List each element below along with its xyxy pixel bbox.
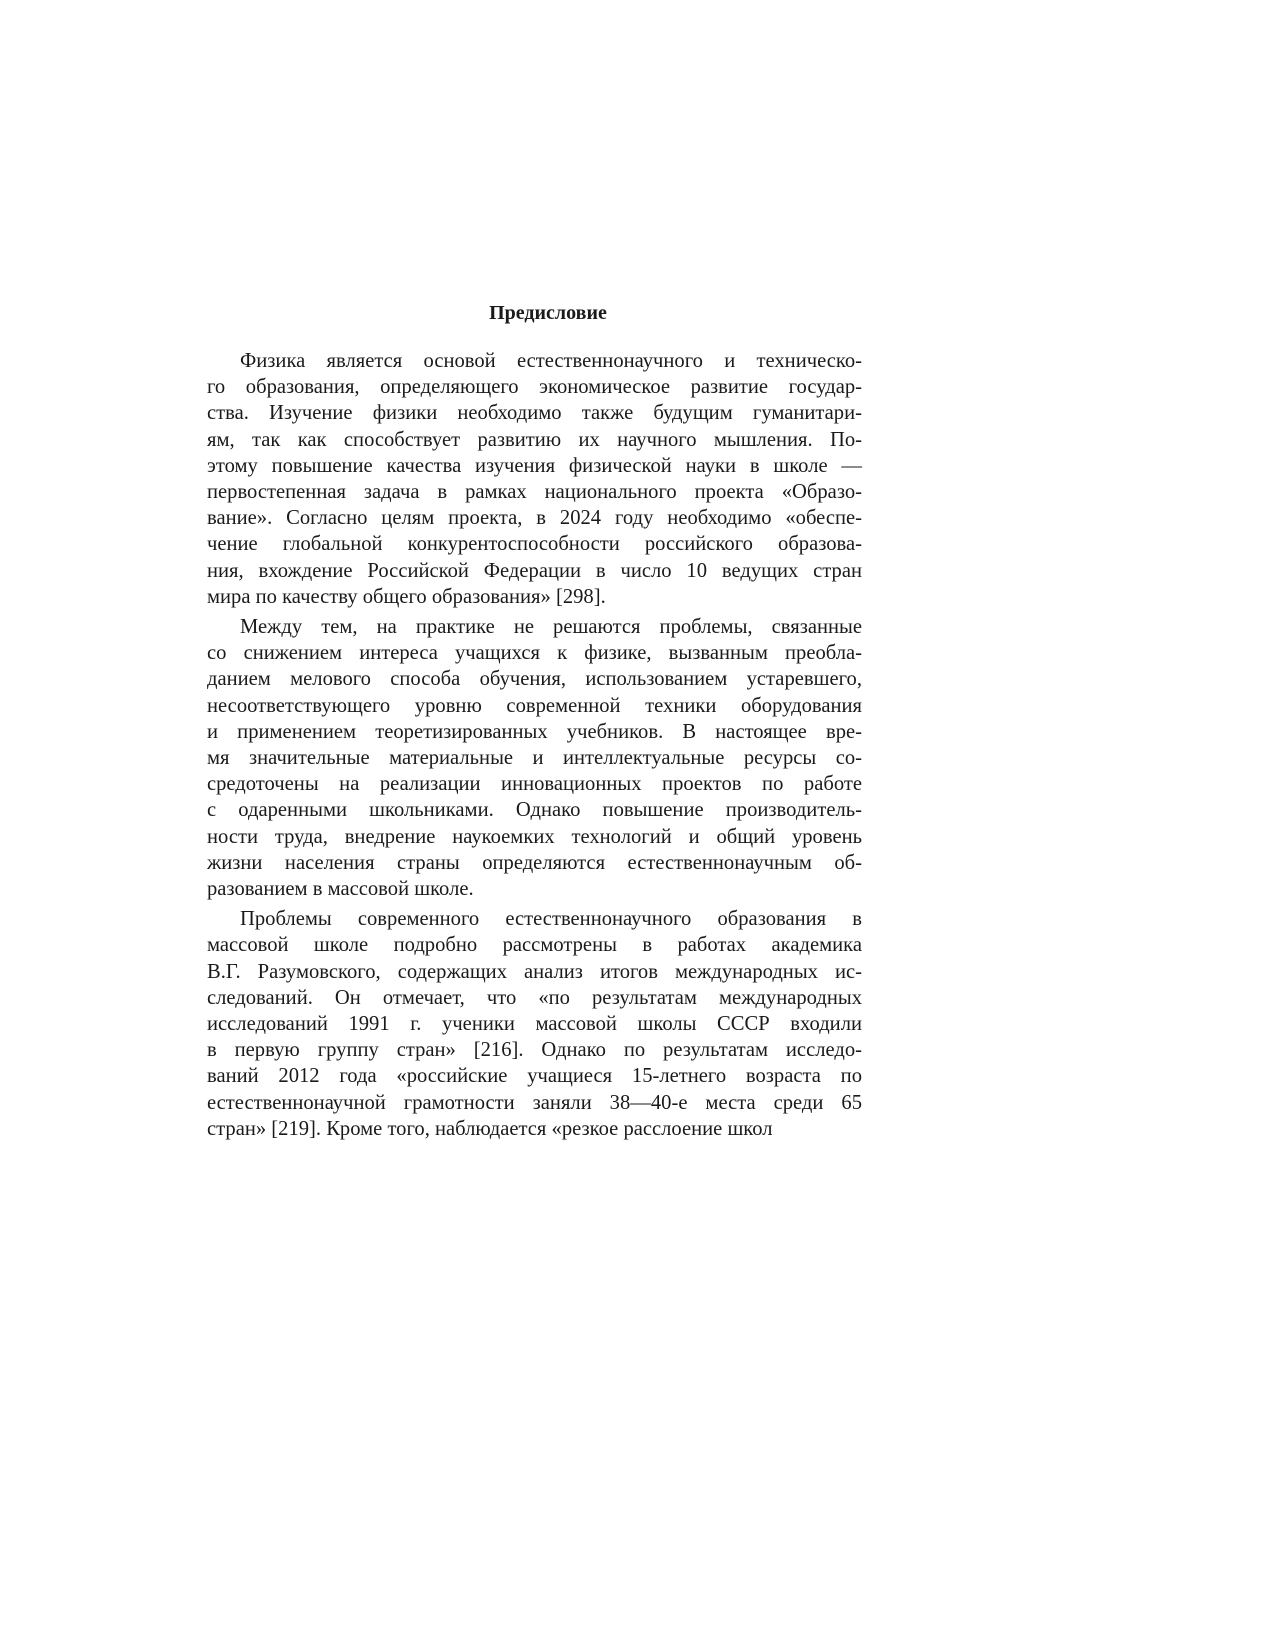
text-line: Между тем, на практике не решаются проблемы, связанные (240, 616, 862, 639)
text-line: го образования, определяющего экономическое развитие государ- (207, 376, 862, 399)
text-line: и применением теоретизированных учебников. В настоящее вре- (207, 720, 862, 743)
body-text (207, 348, 862, 1142)
text-line: Физика является основой естественнонаучного и техническо- (240, 350, 862, 372)
text-line: этому повышение качества изучения физической науки в школе — (207, 454, 862, 477)
text-line: средоточены на реализации инновационных проектов по работе (207, 773, 862, 796)
text-line: ям, так как способствует развитию их научного мышления. По- (207, 428, 862, 451)
text-block (207, 300, 862, 1146)
text-line: в первую группу стран» [216]. Однако по результатам исследо- (207, 1039, 862, 1062)
text-line: естественнонаучной грамотности заняли 38—40-е места среди 65 (207, 1091, 862, 1114)
text-line: первостепенная задача в рамках национального проекта «Образо- (207, 481, 862, 504)
text-line: со снижением интереса учащихся к физике, вызванным преобла- (207, 642, 862, 665)
text-line: ваний 2012 года «российские учащиеся 15-летнего возраста по (207, 1065, 862, 1088)
paragraph (207, 614, 862, 902)
text-line: мира по качеству общего образования» [298]. (207, 585, 606, 608)
paragraph (207, 906, 862, 1142)
page-title: Предисловие (489, 302, 607, 324)
text-line: ности труда, внедрение наукоемких технологий и общий уровень (207, 825, 862, 848)
text-line: стран» [219]. Кроме того, наблюдается «резкое расслоение школ (207, 1117, 773, 1140)
text-line: массовой школе подробно рассмотрены в работах академика (207, 934, 862, 957)
text-line: данием мелового способа обучения, использованием устаревшего, (207, 668, 862, 691)
text-line: исследований 1991 г. ученики массовой школы СССР входили (207, 1013, 862, 1036)
text-line: чение глобальной конкурентоспособности российского образова- (207, 533, 862, 556)
text-line: мя значительные материальные и интеллектуальные ресурсы со- (207, 747, 862, 770)
paragraph (207, 348, 862, 610)
text-line: следований. Он отмечает, что «по результатам международных (207, 986, 862, 1009)
text-line: ния, вхождение Российской Федерации в число 10 ведущих стран (207, 559, 862, 582)
text-line: с одаренными школьниками. Однако повышение производитель- (207, 799, 862, 822)
text-line: разованием в массовой школе. (207, 878, 474, 901)
text-line: ства. Изучение физики необходимо также будущим гуманитари- (207, 402, 862, 425)
text-line: несоответствующего уровню современной техники оборудования (207, 694, 862, 717)
text-line: Проблемы современного естественнонаучного образования в (240, 908, 862, 931)
text-line: жизни населения страны определяются естественнонаучным об- (207, 851, 862, 874)
text-line: вание». Согласно целям проекта, в 2024 году необходимо «обеспе- (207, 507, 862, 530)
text-line: В.Г. Разумовского, содержащих анализ итогов международных ис- (207, 960, 862, 983)
